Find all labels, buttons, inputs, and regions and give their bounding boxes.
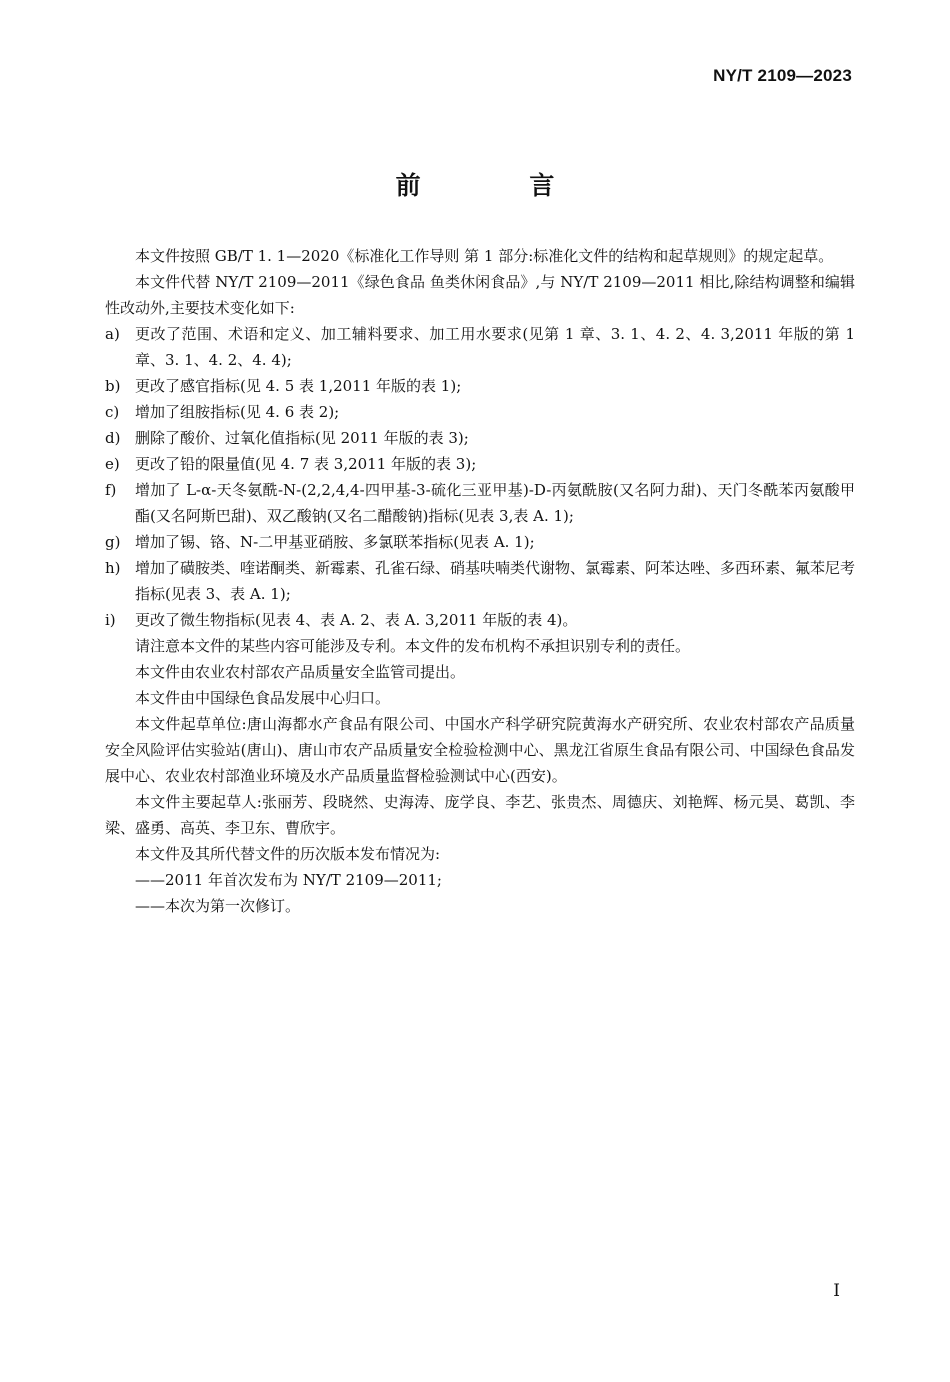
list-item xyxy=(105,425,855,451)
list-item-mark: e) xyxy=(105,455,120,473)
list-item-text: 更改了微生物指标(见表 4、表 A. 2、表 A. 3,2011 年版的表 4)。 xyxy=(135,611,578,629)
list-item xyxy=(105,399,855,425)
paragraph-proposed: 本文件由农业农村部农产品质量安全监管司提出。 xyxy=(135,663,466,681)
paragraph-history-intro: 本文件及其所代替文件的历次版本发布情况为: xyxy=(135,845,441,863)
standard-code: NY/T 2109—2023 xyxy=(713,66,852,85)
paragraph-drafters: 本文件主要起草人:张丽芳、段晓然、史海涛、庞学良、李艺、张贵杰、周德庆、刘艳辉、杨元昊、葛凯、李梁、盛勇、高英、李卫东、曹欣宇。 xyxy=(105,793,855,837)
list-item-mark: g) xyxy=(105,533,121,551)
list-item-text: 增加了锡、铬、N-二甲基亚硝胺、多氯联苯指标(见表 A. 1); xyxy=(135,533,535,551)
list-item xyxy=(105,555,855,607)
paragraph-basis: 本文件按照 GB/T 1. 1—2020《标准化工作导则 第 1 部分:标准化文件的结构和起草规则》的规定起草。 xyxy=(135,247,834,265)
list-item xyxy=(105,451,855,477)
list-item-mark: a) xyxy=(105,325,120,343)
changes-list xyxy=(105,321,855,633)
list-item xyxy=(105,607,855,633)
list-item-mark: i) xyxy=(105,611,116,629)
list-item-text: 删除了酸价、过氧化值指标(见 2011 年版的表 3); xyxy=(135,429,469,447)
paragraph-replacement: 本文件代替 NY/T 2109—2011《绿色食品 鱼类休闲食品》,与 NY/T 2109—2011 相比,除结构调整和编辑性改动外,主要技术变化如下: xyxy=(105,273,855,317)
list-item xyxy=(105,373,855,399)
list-item-mark: h) xyxy=(105,559,121,577)
document-body xyxy=(105,243,855,919)
list-item-mark: b) xyxy=(105,377,121,395)
paragraph-patent: 请注意本文件的某些内容可能涉及专利。本文件的发布机构不承担识别专利的责任。 xyxy=(135,637,691,655)
page-title: 前 言 xyxy=(395,171,605,200)
list-item-text: 增加了组胺指标(见 4. 6 表 2); xyxy=(135,403,340,421)
page-number: I xyxy=(833,1281,840,1301)
list-item-text: 更改了感官指标(见 4. 5 表 1,2011 年版的表 1); xyxy=(135,377,462,395)
paragraph-drafting-units: 本文件起草单位:唐山海都水产食品有限公司、中国水产科学研究院黄海水产研究所、农业农村部农产品质量安全风险评估实验站(唐山)、唐山市农产品质量安全检验检测中心、黑龙江省原生食品有限公司、中国绿色食品发展中心、农业农村部渔业环境及水产品质量监督检验测试中心(西安)。 xyxy=(105,715,855,785)
list-item xyxy=(105,477,855,529)
list-item xyxy=(105,529,855,555)
list-item-mark: c) xyxy=(105,403,120,421)
history-item: ——2011 年首次发布为 NY/T 2109—2011; xyxy=(135,871,442,889)
list-item-text: 增加了磺胺类、喹诺酮类、新霉素、孔雀石绿、硝基呋喃类代谢物、氯霉素、阿苯达唑、多西环素、氟苯尼考指标(见表 3、表 A. 1); xyxy=(135,559,856,603)
list-item-text: 更改了范围、术语和定义、加工辅料要求、加工用水要求(见第 1 章、3. 1、4. 2、4. 3,2011 年版的第 1 章、3. 1、4. 2、4. 4); xyxy=(135,325,855,369)
history-item: ——本次为第一次修订。 xyxy=(135,897,301,915)
list-item-mark: d) xyxy=(105,429,121,447)
list-item-mark: f) xyxy=(105,481,117,499)
list-item xyxy=(105,321,855,373)
paragraph-managed: 本文件由中国绿色食品发展中心归口。 xyxy=(135,689,391,707)
list-item-text: 增加了 L-α-天冬氨酰-N-(2,2,4,4-四甲基-3-硫化三亚甲基)-D-丙氨酰胺(又名阿力甜)、天门冬酰苯丙氨酸甲酯(又名阿斯巴甜)、双乙酸钠(又名二醋酸钠)指标(见表 3,表 A. 1); xyxy=(135,481,855,525)
list-item-text: 更改了铅的限量值(见 4. 7 表 3,2011 年版的表 3); xyxy=(135,455,477,473)
